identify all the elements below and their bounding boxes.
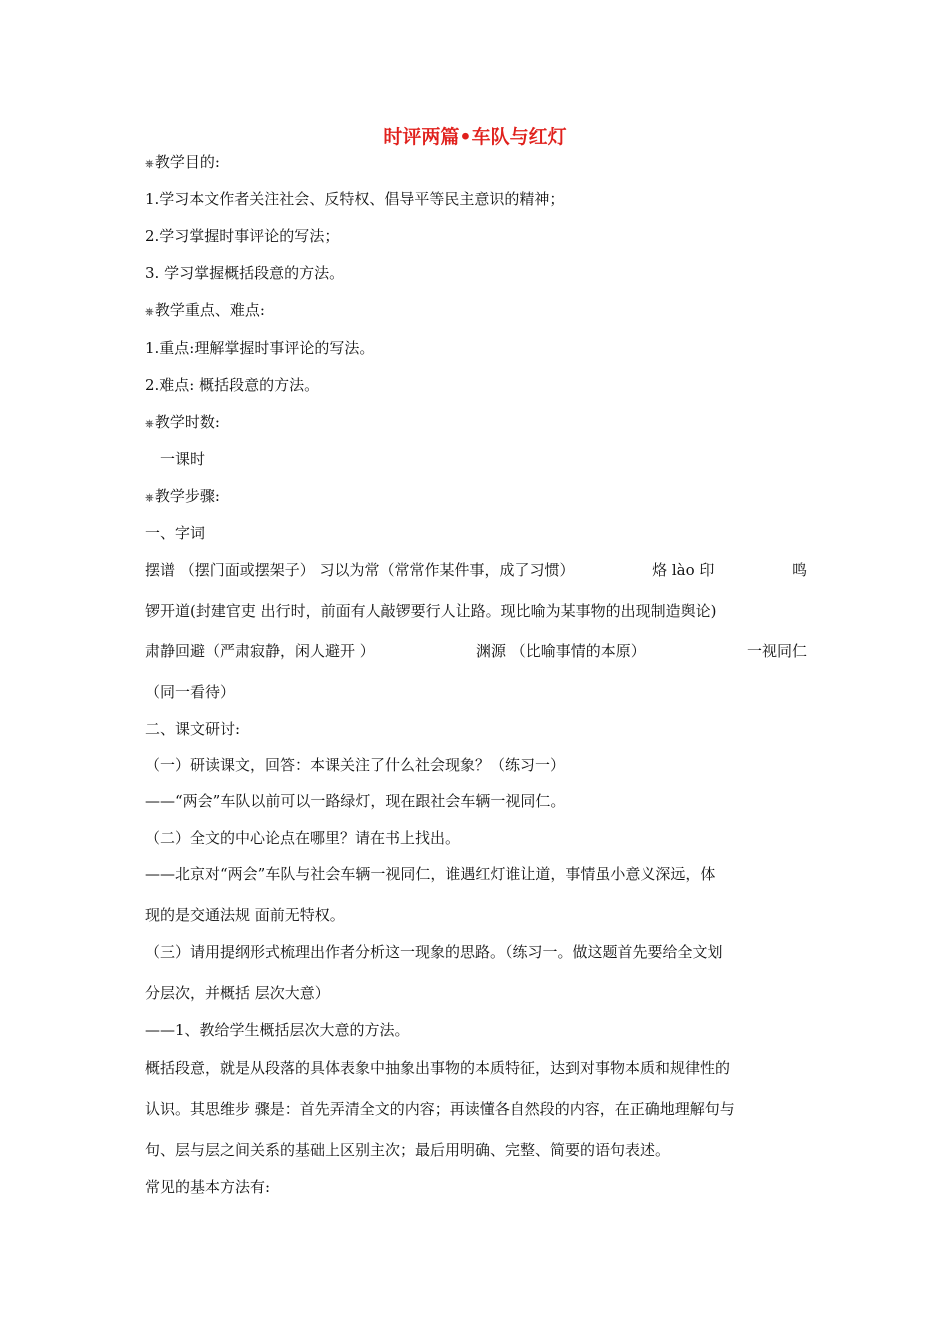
- steps-heading: [145, 486, 807, 508]
- vocab-segment: 渊源 （比喻事情的本原）: [475, 642, 646, 660]
- section1-heading: 一、字词: [145, 524, 206, 542]
- question-line: （三）请用提纲形式梳理出作者分析这一现象的思路。（练习一。做这题首先要给全文划: [145, 943, 723, 961]
- vocab-segment: 一视同仁: [746, 642, 807, 660]
- answer-line: ——“两会”车队以前可以一路绿灯，现在跟社会车辆一视同仁。: [145, 792, 566, 810]
- hours-value: 一课时: [160, 450, 206, 468]
- vocab-line: （同一看待）: [145, 683, 236, 701]
- vocab-segment: 肃静回避（严肃寂静，闲人避开 ）: [145, 642, 375, 660]
- section2-heading: 二、课文研讨:: [145, 720, 241, 738]
- paragraph-line: 概括段意，就是从段落的具体表象中抽象出事物的本质特征，达到对事物本质和规律性的: [145, 1059, 731, 1077]
- question-line: 分层次，并概括 层次大意）: [145, 984, 330, 1002]
- answer-line: ——北京对“两会”车队与社会车辆一视同仁，谁遇红灯谁让道，事情虽小意义深远，体: [145, 865, 716, 883]
- objective-item: 3. 学习掌握概括段意的方法。: [145, 264, 345, 282]
- vocab-segment: 烙 lào 印: [652, 561, 715, 579]
- hours-heading: [145, 412, 807, 434]
- vocab-segment: 鸣: [791, 561, 807, 579]
- key-point-item: 1.重点:理解掌握时事评论的写法。: [145, 339, 375, 357]
- vocab-segment: 摆谱 （摆门面或摆架子） 习以为常（常常作某件事，成了习惯）: [145, 561, 575, 579]
- question-line: （一）研读课文，回答：本课关注了什么社会现象？（练习一）: [145, 756, 566, 774]
- bullet-icon: ⎈: [145, 491, 154, 504]
- key-points-heading: [145, 300, 807, 322]
- hours-heading-text: 教学时数:: [154, 413, 220, 431]
- bullet-icon: ⎈: [145, 305, 154, 318]
- steps-heading-text: 教学步骤:: [154, 487, 220, 505]
- key-points-heading-text: 教学重点、难点:: [154, 301, 265, 319]
- bullet-icon: ⎈: [145, 157, 154, 170]
- objective-item: 1.学习本文作者关注社会、反特权、倡导平等民主意识的精神；: [145, 190, 565, 208]
- bullet-icon: ⎈: [145, 417, 154, 430]
- vocab-line: 锣开道(封建官吏 出行时，前面有人敲锣要行人让路。现比喻为某事物的出现制造舆论): [145, 602, 717, 620]
- answer-line: ——1、教给学生概括层次大意的方法。: [145, 1021, 410, 1039]
- key-point-item: 2.难点: 概括段意的方法。: [145, 376, 320, 394]
- objectives-heading: [145, 152, 807, 174]
- question-line: （二）全文的中心论点在哪里？请在书上找出。: [145, 829, 461, 847]
- objective-item: 2.学习掌握时事评论的写法；: [145, 227, 340, 245]
- vocab-line: [145, 641, 807, 661]
- paragraph-line: 句、层与层之间关系的基础上区别主次；最后用明确、完整、简要的语句表述。: [145, 1141, 671, 1159]
- vocab-line: [145, 560, 807, 580]
- answer-line: 现的是交通法规 面前无特权。: [145, 906, 345, 924]
- methods-heading: 常见的基本方法有:: [145, 1178, 271, 1196]
- document-title: 时评两篇•车队与红灯: [383, 126, 567, 148]
- paragraph-line: 认识。其思维步 骤是：首先弄清全文的内容；再读懂各自然段的内容，在正确地理解句与: [145, 1100, 735, 1118]
- objectives-heading-text: 教学目的:: [154, 153, 220, 171]
